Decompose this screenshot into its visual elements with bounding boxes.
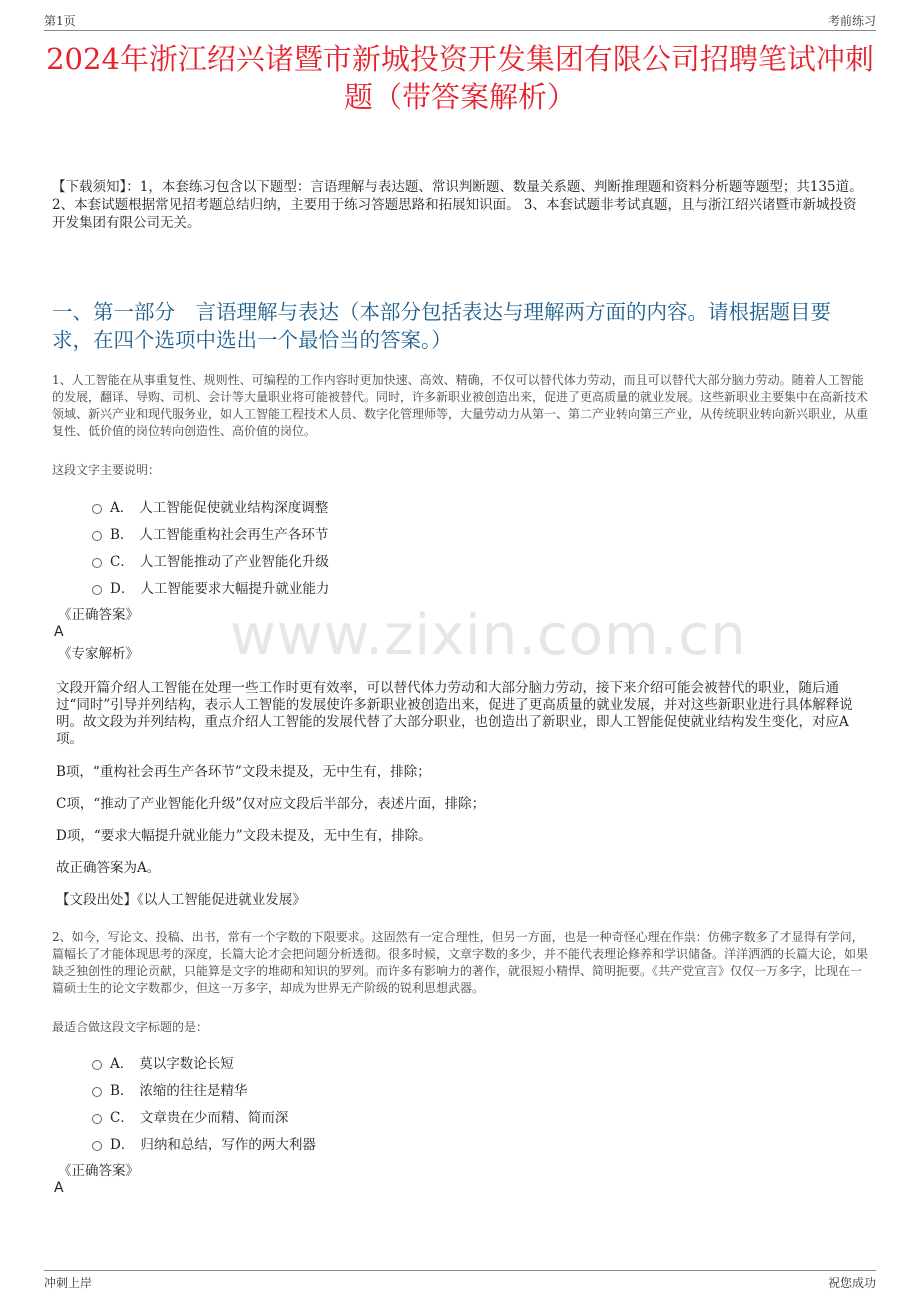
option-letter: C． — [110, 553, 134, 570]
radio-icon[interactable] — [92, 531, 102, 541]
option-d[interactable] — [92, 573, 492, 600]
option-c[interactable] — [92, 1102, 492, 1129]
radio-icon[interactable] — [92, 504, 102, 514]
analysis-label: 《专家解析》 — [58, 646, 139, 662]
option-letter: D． — [110, 1136, 135, 1153]
answer-label: 《正确答案》 — [58, 1163, 139, 1179]
option-text: 人工智能推动了产业智能化升级 — [139, 553, 329, 570]
footer-left: 冲刺上岸 — [44, 1276, 93, 1290]
page-number: 第1页 — [44, 14, 76, 28]
option-b[interactable] — [92, 519, 492, 546]
analysis-option-b: B项，“重构社会再生产各环节”文段未提及，无中生有，排除； — [56, 764, 431, 780]
option-letter: A． — [110, 1055, 134, 1072]
document-title: 2024年浙江绍兴诸暨市新城投资开发集团有限公司招聘笔试冲刺题（带答案解析） — [46, 42, 874, 114]
question-2-stem: 2、如今，写论文、投稿、出书，常有一个字数的下限要求。这固然有一定合理性，但另一方面，也是一种奇怪心理在作祟：仿佛字数多了才显得有学问，篇幅长了才能体现思考的深度，长篇大论才会把问题分析透彻。很多时候，文章字数的多少，并不能代表理论修养和学识储备。洋洋洒洒的长篇大论，如果缺乏独创性的理论贡献，只能算是文字的堆砌和知识的罗列。而许多有影响力的著作，就很短小精悍、简明扼要。《共产党宣言》仅仅一万多字，比现在一篇硕士生的论文字数都少，但这一万多字，却成为世界无产阶级的锐利思想武器。 — [52, 930, 869, 995]
question-2-prompt: 最适合做这段文字标题的是： — [52, 1020, 209, 1034]
option-letter: B． — [110, 1082, 134, 1099]
radio-icon[interactable] — [92, 1141, 102, 1151]
radio-icon[interactable] — [92, 558, 102, 568]
option-letter: C． — [110, 1109, 134, 1126]
option-text: 莫以字数论长短 — [139, 1055, 234, 1072]
option-text: 人工智能促使就业结构深度调整 — [139, 499, 329, 516]
option-text: 人工智能重构社会再生产各环节 — [139, 526, 329, 543]
header-tag: 考前练习 — [827, 14, 876, 28]
watermark: www.zixin.com.cn — [230, 603, 747, 668]
correct-answer: A — [54, 1180, 64, 1196]
footer-right: 祝您成功 — [827, 1276, 876, 1290]
option-a[interactable] — [92, 1048, 492, 1075]
answer-label: 《正确答案》 — [58, 607, 139, 623]
option-c[interactable] — [92, 546, 492, 573]
option-letter: A． — [110, 499, 134, 516]
option-text: 浓缩的往往是精华 — [139, 1082, 248, 1099]
option-letter: D． — [110, 580, 135, 597]
question-1-stem: 1、人工智能在从事重复性、规则性、可编程的工作内容时更加快速、高效、精确，不仅可以替代体力劳动，而且可以替代大部分脑力劳动。随着人工智能的发展，翻译、导购、司机、会计等大量职业将可能被替代。同时，许多新职业被创造出来，促进了更高质量的就业发展。这些新职业主要集中在高新技术领域、新兴产业和现代服务业，如人工智能工程技术人员、数字化管理师等，大量劳动力从第一、第二产业转向第三产业，从传统职业转向新兴职业，从重复性、低价值的岗位转向创造性、高价值的岗位。 — [52, 373, 869, 438]
radio-icon[interactable] — [92, 585, 102, 595]
option-text: 人工智能要求大幅提升就业能力 — [140, 580, 330, 597]
question-1-prompt: 这段文字主要说明： — [52, 463, 161, 477]
option-text: 归纳和总结，写作的两大利器 — [140, 1136, 316, 1153]
analysis-option-c: C项，“推动了产业智能化升级”仅对应文段后半部分，表述片面，排除； — [56, 796, 486, 812]
radio-icon[interactable] — [92, 1087, 102, 1097]
option-text: 文章贵在少而精、简而深 — [139, 1109, 289, 1126]
radio-icon[interactable] — [92, 1114, 102, 1124]
question-2-options — [92, 1048, 492, 1156]
page-footer — [44, 1270, 876, 1293]
analysis-conclusion: 故正确答案为A。 — [56, 860, 161, 876]
option-letter: B． — [110, 526, 134, 543]
page-header — [44, 12, 876, 31]
analysis-option-d: D项，“要求大幅提升就业能力”文段未提及，无中生有，排除。 — [56, 828, 432, 844]
correct-answer: A — [54, 624, 64, 640]
section-heading: 一、第一部分 言语理解与表达（本部分包括表达与理解两方面的内容。请根据题目要求，在四个选项中选出一个最恰当的答案。） — [52, 300, 831, 352]
radio-icon[interactable] — [92, 1060, 102, 1070]
option-b[interactable] — [92, 1075, 492, 1102]
download-notice: 【下载须知】：1，本套练习包含以下题型：言语理解与表达题、常识判断题、数量关系题、判断推理题和资料分析题等题型；共135道。 2、本套试题根据常见招考题总结归纳，主要用于练习答题思路和拓展知识面。 3、本套试题非考试真题，且与浙江绍兴诸暨市新城投资开发集团有限公司无关。 — [52, 179, 863, 231]
question-1-options — [92, 492, 492, 600]
option-d[interactable] — [92, 1129, 492, 1156]
option-a[interactable] — [92, 492, 492, 519]
text-source: 【文段出处】《以人工智能促进就业发展》 — [56, 892, 306, 908]
analysis-paragraph: 文段开篇介绍人工智能在处理一些工作时更有效率，可以替代体力劳动和大部分脑力劳动，接下来介绍可能会被替代的职业，随后通过“同时”引导并列结构，表示人工智能的发展使许多新职业被创造出来，促进了更高质量的就业发展，并对这些新职业进行具体解释说明。故文段为并列结构，重点介绍人工智能的发展代替了大部分职业，也创造出了新职业，即人工智能促使就业结构发生变化，对应A项。 — [56, 680, 853, 747]
